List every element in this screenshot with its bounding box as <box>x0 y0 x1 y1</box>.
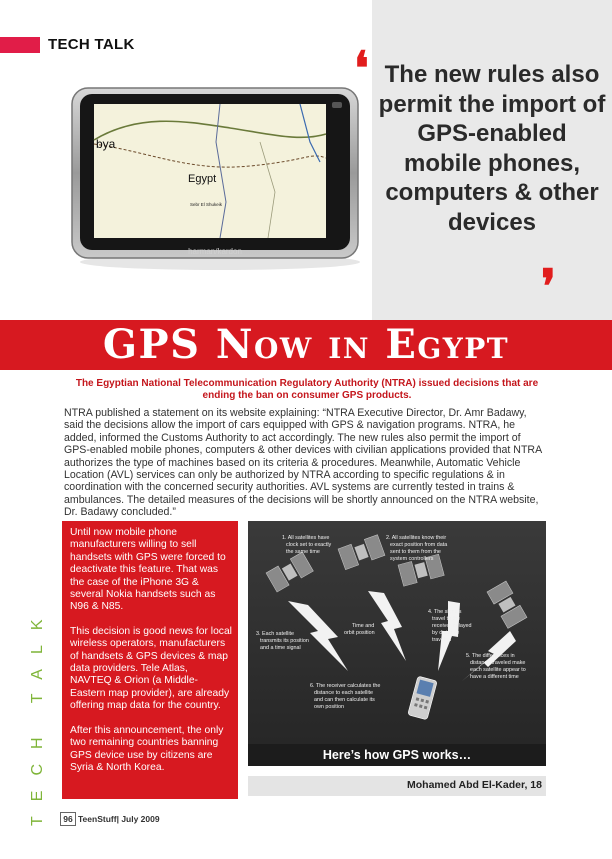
pull-quote-text: The new rules also permit the import of GPS-enabled mobile phones, computers & other devices <box>378 61 606 236</box>
device-brand: harman/kardon <box>188 247 242 256</box>
page-number: 96 <box>60 812 76 826</box>
diagram-step-1: 1. All satellites have clock set to exactly the same time <box>282 535 332 555</box>
article-title <box>0 321 612 369</box>
gps-diagram <box>248 521 546 765</box>
diagram-time-label: Time and orbit position <box>344 623 375 636</box>
section-label: TECH TALK <box>48 36 135 53</box>
diagram-step-2: 2. All satellites know their exact position from data sent to them from the system controllers <box>386 535 448 562</box>
diagram-step-6: 6. The receiver calculates the distance to each satellite and can then calculate its own position <box>310 683 381 710</box>
author-byline: Mohamed Abd El-Kader, 18 <box>407 779 542 791</box>
diagram-step-4: 4. The signals travel to the receiver delayed by distance traveled <box>428 609 472 643</box>
sidebar-paragraph: After this announcement, the only two remaining countries banning GPS device use by citizens are Syria & North Korea. <box>70 724 224 773</box>
sidebar-text <box>70 527 232 786</box>
open-quote-icon: ❛ <box>354 43 369 94</box>
article-body: NTRA published a statement on its website explaining: “NTRA Executive Director, Dr. Amr Badawy, said the decisions allow the import of cars equipped with GPS & navigation programs. NTRA, he added, informed the Customs Authority to act accordingly. The new rules also permit the import of GPS-enabled mobile phones, computers & other devices with civilian applications provided that NTRA authorizes the type of machines based on its criteria & procedures. Meanwhile, Automatic Vehicle Location (AVL) services can only be authorized by NTRA according to specific regulations & in coordination with the concerned security authorities. AVL systems are currently tested in trains & ambulances. The detailed measures of the decisions will be shortly announced on the NTRA website, Dr. Badawy concluded.” <box>64 407 542 519</box>
article-title-text: GPS Now in Egypt <box>102 321 510 368</box>
footer-publication-name: TeenStuff <box>78 814 117 824</box>
article-intro: The Egyptian National Telecommunication Regulatory Authority (NTRA) issued decisions that are ending the ban on consumer GPS products. <box>75 378 539 401</box>
map-label-bya: bya <box>96 137 116 151</box>
diagram-step-3: 3. Each satellite transmits its position and a time signal <box>256 631 309 651</box>
sidebar-paragraph: Until now mobile phone manufacturers willing to sell handsets with GPS were forced to deactivate this feature. That was the case of the iPhone 3G & several Nokia handsets such as N96 & N85. <box>70 527 226 613</box>
sidebar-paragraph: This decision is good news for local wireless operators, manufacturers of handsets & GPS devices & map data providers. Tele Atlas, NAVTEQ & Orion (a Middle-Eastern map provider), are already offering map data for the country. <box>70 625 232 712</box>
map-label-egypt: Egypt <box>188 173 217 185</box>
diagram-caption: Here’s how GPS works… <box>248 744 546 766</box>
map-label-small: Sebr El Shukeik <box>190 202 223 207</box>
gps-device-image <box>70 82 360 272</box>
vertical-section-label <box>24 590 50 830</box>
vertical-section-label-text: TECH TALK <box>29 604 46 826</box>
close-quote-icon: ❜ <box>541 261 556 312</box>
footer-publication: TeenStuff| July 2009 <box>78 814 160 824</box>
diagram-step-5: 5. The differences in distance traveled make each satellite appear to have a different time <box>466 653 526 680</box>
section-color-tab <box>0 37 40 53</box>
footer-date: July 2009 <box>121 814 160 824</box>
